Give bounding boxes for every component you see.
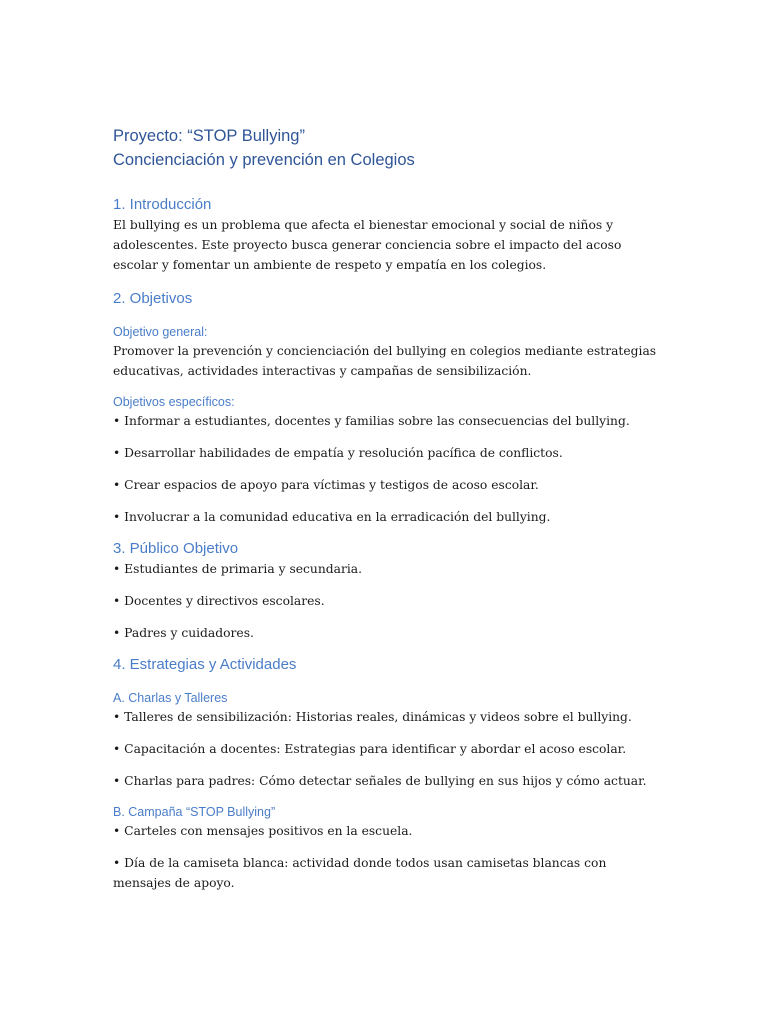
heading-estrategias: 4. Estrategias y Actividades xyxy=(113,656,297,673)
objetivo-general-label: Objetivo general: xyxy=(113,325,208,339)
heading-publico-objetivo: 3. Público Objetivo xyxy=(113,540,239,557)
campana-label: B. Campaña “STOP Bullying” xyxy=(113,805,276,819)
campana-item: • Carteles con mensajes positivos en la escuela. xyxy=(113,824,413,838)
charlas-talleres-label: A. Charlas y Talleres xyxy=(113,691,228,705)
charlas-item: • Charlas para padres: Cómo detectar señales de bullying en sus hijos y cómo actuar. xyxy=(113,774,647,788)
project-subtitle: Concienciación y prevención en Colegios xyxy=(113,151,415,169)
objetivo-especifico-item: • Involucrar a la comunidad educativa en la erradicación del bullying. xyxy=(113,510,551,524)
charlas-item: • Talleres de sensibilización: Historias reales, dinámicas y videos sobre el bullying. xyxy=(113,710,632,724)
objetivo-especifico-item: • Desarrollar habilidades de empatía y resolución pacífica de conflictos. xyxy=(113,446,563,460)
objetivos-especificos-label: Objetivos específicos: xyxy=(113,395,235,409)
publico-item: • Docentes y directivos escolares. xyxy=(113,594,325,608)
heading-introduccion: 1. Introducción xyxy=(113,196,212,213)
charlas-item: • Capacitación a docentes: Estrategias para identificar y abordar el acoso escolar. xyxy=(113,742,627,756)
objetivo-especifico-item: • Crear espacios de apoyo para víctimas y testigos de acoso escolar. xyxy=(113,478,539,492)
introduccion-text: El bullying es un problema que afecta el bienestar emocional y social de niños y adolescentes. Este proyecto busca generar conciencia sobre el impacto del acoso escolar y fomentar un ambiente de respeto y empatía en los colegios. xyxy=(113,218,622,272)
campana-item: • Día de la camiseta blanca: actividad donde todos usan camisetas blancas con mensajes de apoyo. xyxy=(113,856,607,890)
project-title: Proyecto: “STOP Bullying” xyxy=(113,127,305,145)
heading-objetivos: 2. Objetivos xyxy=(113,290,193,307)
objetivo-especifico-item: • Informar a estudiantes, docentes y familias sobre las consecuencias del bullying. xyxy=(113,414,630,428)
objetivo-general-text: Promover la prevención y concienciación del bullying en colegios mediante estrategias educativas, actividades interactivas y campañas de sensibilización. xyxy=(113,344,657,378)
publico-item: • Estudiantes de primaria y secundaria. xyxy=(113,562,363,576)
publico-item: • Padres y cuidadores. xyxy=(113,626,254,640)
